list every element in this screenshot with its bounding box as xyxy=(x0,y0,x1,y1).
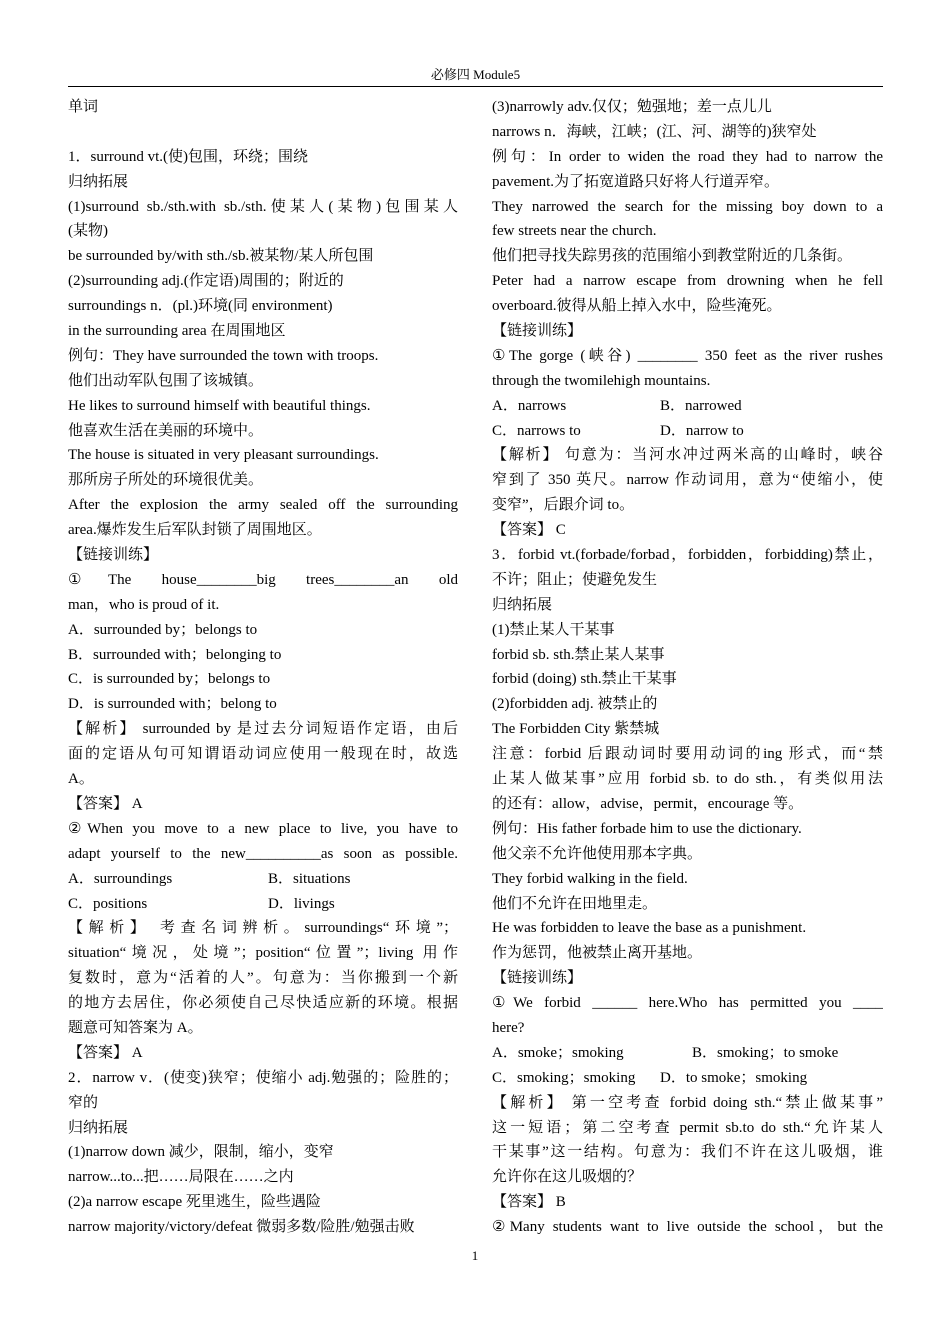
right-line xyxy=(492,394,883,419)
left-line: 例句：They have surrounded the town with troops. xyxy=(68,347,379,364)
right-line: 他们不允许在田地里走。 xyxy=(492,895,658,912)
left-line: He likes to surround himself with beautiful things. xyxy=(68,397,371,414)
left-line: in the surrounding area 在周围地区 xyxy=(68,323,286,340)
left-line: D．is surrounded with；belong to xyxy=(68,696,277,713)
page-header: 必修四 Module5 xyxy=(430,67,521,82)
right-line: 3．forbid vt.(forbade/forbad，forbidden，forbidding)禁止， xyxy=(492,547,883,564)
left-line: 归纳拓展 xyxy=(68,1119,129,1136)
left-line: The house is situated in very pleasant surroundings. xyxy=(68,447,379,464)
right-line: few streets near the church. xyxy=(492,223,657,240)
left-line: ①The house________big trees________an old xyxy=(68,571,458,588)
option-text: A．surroundings xyxy=(68,870,173,887)
option-text: C．narrows to xyxy=(492,422,581,439)
right-line: ①The gorge (峡谷) ________ 350 feet as the river rushes xyxy=(492,347,883,364)
left-line: 【解析】 考查名词辨析。surroundings“环境”； xyxy=(68,920,458,937)
option-text: B．smoking；to smoke xyxy=(692,1044,839,1061)
right-line: 【解析】 第一空考查 forbid doing sth.“禁止做某事” xyxy=(492,1094,883,1111)
left-line: 他们出动军队包围了该城镇。 xyxy=(68,372,264,389)
left-line: 面的定语从句可知谓语动词应使用一般现在时，故选 xyxy=(68,746,458,763)
right-line: 他父亲不允许他使用那本字典。 xyxy=(492,845,703,862)
left-line: 2．narrow v．(使变)狭窄；使缩小 adj.勉强的；险胜的； xyxy=(68,1069,458,1086)
left-line: 【解析】 surrounded by 是过去分词短语作定语，由后 xyxy=(68,721,458,738)
left-column xyxy=(68,95,458,1240)
right-column xyxy=(492,95,883,1240)
left-line: 【链接训练】 xyxy=(68,547,159,564)
right-line: (1)禁止某人干某事 xyxy=(492,621,615,638)
left-line: 窄的 xyxy=(68,1094,99,1111)
option-text: D．narrow to xyxy=(660,422,744,439)
option-text: A．smoke；smoking xyxy=(492,1044,624,1061)
left-line: 归纳拓展 xyxy=(68,173,129,190)
right-line: 注意：forbid 后跟动词时要用动词的ing 形式，而“禁 xyxy=(492,746,883,763)
left-line: be surrounded by/with sth./sb.被某物/某人所包围 xyxy=(68,248,374,265)
option-text: C．smoking；smoking xyxy=(492,1069,636,1086)
left-line: adapt yourself to the new__________as soon as possible. xyxy=(68,845,458,862)
right-line: 例句：His father forbade him to use the dictionary. xyxy=(492,820,802,837)
left-line: (2)a narrow escape 死里逃生，险些遇险 xyxy=(68,1194,321,1211)
left-line: 他喜欢生活在美丽的环境中。 xyxy=(68,422,264,439)
left-line: B．surrounded with；belonging to xyxy=(68,646,282,663)
right-line: 止某人做某事”应用 forbid sb. to do sth.，有类似用法 xyxy=(492,771,883,788)
right-line: Peter had a narrow escape from drowning when he fell xyxy=(492,273,883,290)
left-line: After the explosion the army sealed off the surrounding xyxy=(68,497,458,514)
left-line: ②When you move to a new place to live, you have to xyxy=(68,820,458,837)
right-line: here? xyxy=(492,1019,525,1036)
right-line: 作为惩罚，他被禁止离开基地。 xyxy=(492,945,703,962)
option-text: C．positions xyxy=(68,895,148,912)
right-line: 不许；阻止；使避免发生 xyxy=(492,571,658,588)
right-line: 【链接训练】 xyxy=(492,970,583,987)
left-line: 单词 xyxy=(68,99,99,115)
right-line: ①We forbid ______ here.Who has permitted you ____ xyxy=(492,995,883,1012)
right-line: narrows n．海峡，江峡；(江、河、湖等的)狭窄处 xyxy=(492,123,817,140)
right-line: The Forbidden City 紫禁城 xyxy=(492,721,660,738)
left-line: narrow majority/victory/defeat 微弱多数/险胜/勉强击败 xyxy=(68,1219,415,1236)
right-line: They forbid walking in the field. xyxy=(492,870,688,887)
right-line: 这一短语；第二空考查 permit sb.to do sth.“允许某人 xyxy=(492,1119,883,1136)
right-line: 【答案】 C xyxy=(492,522,566,539)
left-line: C．is surrounded by；belongs to xyxy=(68,671,271,688)
option-text: D．to smoke；smoking xyxy=(660,1069,808,1086)
left-line: 复数时，意为“活着的人”。句意为：当你搬到一个新 xyxy=(68,970,458,987)
right-line: overboard.彼得从船上掉入水中，险些淹死。 xyxy=(492,298,782,315)
option-text: D．livings xyxy=(268,895,335,912)
right-line: (3)narrowly adv.仅仅；勉强地；差一点儿儿 xyxy=(492,99,772,115)
left-line: situation“境况，处境”；position“位置”；living 用作 xyxy=(68,945,458,962)
left-line xyxy=(68,892,458,917)
left-line: surroundings n．(pl.)环境(同 environment) xyxy=(68,298,333,315)
right-line: 归纳拓展 xyxy=(492,596,553,613)
left-line: 那所房子所处的环境很优美。 xyxy=(68,472,264,489)
left-line: 的地方去居住，你必须使自己尽快适应新的环境。根据 xyxy=(68,995,458,1012)
left-line: A。 xyxy=(68,771,94,788)
right-line: He was forbidden to leave the base as a punishment. xyxy=(492,920,807,937)
left-line: man，who is proud of it. xyxy=(68,596,220,613)
right-line xyxy=(492,1066,883,1091)
left-line: 1．surround vt.(使)包围，环绕；围绕 xyxy=(68,148,308,165)
option-text: B．narrowed xyxy=(660,397,742,414)
right-line: 【答案】 B xyxy=(492,1194,566,1211)
left-line: narrow...to...把……局限在……之内 xyxy=(68,1169,294,1186)
right-line: ②Many students want to live outside the school，but the xyxy=(492,1219,883,1236)
right-line: (2)forbidden adj. 被禁止的 xyxy=(492,696,658,713)
right-line xyxy=(492,419,883,444)
right-line: 【解析】 句意为：当河水冲过两米高的山峰时，峡谷 xyxy=(492,447,883,464)
right-line: 允许你在这儿吸烟的？ xyxy=(492,1169,643,1186)
right-line: 变窄”，后跟介词 to。 xyxy=(492,497,635,514)
right-line: 的还有：allow，advise，permit，encourage 等。 xyxy=(492,795,804,812)
right-line: 他们把寻找失踪男孩的范围缩小到教堂附近的几条街。 xyxy=(492,248,853,265)
right-line xyxy=(492,1041,883,1066)
right-line: through the twomilehigh mountains. xyxy=(492,372,711,389)
left-line: 【答案】 A xyxy=(68,795,143,812)
left-line: (1)surround sb./sth.with sb./sth.使某人(某物)包围某人 xyxy=(68,198,458,215)
left-line: A．surrounded by；belongs to xyxy=(68,621,258,638)
right-line: They narrowed the search for the missing boy down to a xyxy=(492,198,883,215)
left-line: (2)surrounding adj.(作定语)周围的；附近的 xyxy=(68,273,344,290)
left-line: 题意可知答案为 A。 xyxy=(68,1019,203,1036)
option-text: A．narrows xyxy=(492,397,567,414)
right-line: 干某事”这一结构。句意为：我们不许在这儿吸烟，谁 xyxy=(492,1144,883,1161)
left-line: 【答案】 A xyxy=(68,1044,143,1061)
right-line: 例句：In order to widen the road they had to narrow the xyxy=(492,148,883,165)
option-text: B．situations xyxy=(268,870,351,887)
page-number: 1 xyxy=(471,1248,479,1263)
left-line xyxy=(68,120,458,145)
left-line xyxy=(68,867,458,892)
right-line: forbid sb. sth.禁止某人某事 xyxy=(492,646,665,663)
left-line: area.爆炸发生后军队封锁了周围地区。 xyxy=(68,522,322,539)
left-line: (1)narrow down 减少，限制，缩小，变窄 xyxy=(68,1144,334,1161)
right-line: 窄到了 350 英尺。narrow 作动词用，意为“使缩小，使 xyxy=(492,472,883,489)
right-line: forbid (doing) sth.禁止干某事 xyxy=(492,671,677,688)
header-rule xyxy=(68,86,883,87)
left-line: (某物) xyxy=(68,223,108,240)
right-line: pavement.为了拓宽道路只好将人行道弄窄。 xyxy=(492,173,780,190)
right-line: 【链接训练】 xyxy=(492,323,583,340)
